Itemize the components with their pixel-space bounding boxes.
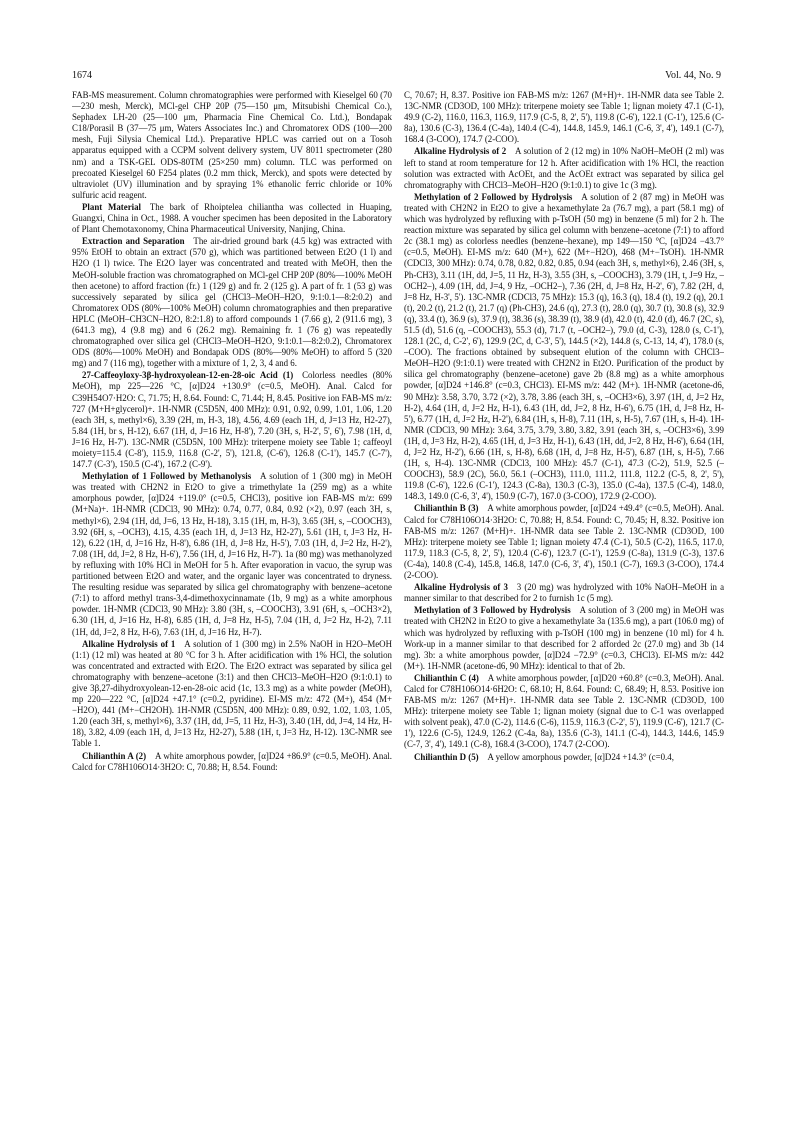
paragraph [72, 90, 392, 201]
paragraph-text: A yellow amorphous powder, [α]D24 +14.3° (c=0.4, [487, 751, 674, 762]
paragraph-text: C, 70.67; H, 8.37. Positive ion FAB-MS m/z: 1267 (M+H)+. 1H-NMR data see Table 2. 13C-NMR (CD3OD, 100 MHz): triterpene moiety see Table 1; lignan moiety 47.1 (C-1), 49.9 (C-2), 116.0, 116.3, 116.9, 117.9 (C-5, 8, 2', 5'), 119.8 (C-6'), 122.1 (C-1'), 125.6 (C-8a), 130.6 (C-3), 136.4 (C-4a), 140.4 (C-4), 144.8, 145.9, 146.1 (C-6, 3', 4'), 149.1 (C-7), 168.4 (3-COO), 174.7 (2-COO). [404, 90, 724, 145]
paragraph [72, 236, 392, 369]
paragraph-text: A solution of 1 (300 mg) in MeOH was treated with CH2N2 in Et2O to give a trimethylate 1a (259 mg) as a white amorphous powder, [α]D24 +119.0° (c=0.5, CHCl3), positive ion FAB-MS m/z: 699 (M+Na)+. 1H-NMR (CDCl3, 90 MHz): 0.74, 0.77, 0.84, 0.92 (×2), 0.97 (each 3H, s, methyl×6), 2.94 (1H, dd, J=6, 13 Hz, H-18), 3.15 (1H, m, H-3), 3.65 (3H, s, –COOCH3), 3.92 (6H, s, –OCH3), 4.15, 4.35 (each 1H, d, J=13 Hz, H2-27), 5.61 (1H, t, J=3 Hz, H-12), 6.22 (1H, d, J=16 Hz, H-8'), 6.86 (1H, d, J=8 Hz, H-5'), 7.03 (1H, d, J=2 Hz, H-2'), 7.08 (1H, dd, J=2, 8 Hz, H-6'), 7.56 (1H, d, J=16 Hz, H-7'). 1a (80 mg) was methanolyzed by refluxing with 10% HCl in MeOH for 5 h. After evaporation in vacuo, the syrup was partitioned between Et2O and water, and the organic layer was concentrated to dryness. The resulting residue was separated by silica gel chromatography with benzene–acetone (7:1) to afford methyl trans-3,4-dimethoxycinnamate (1b, 9 mg) as a white amorphous powder. 1H-NMR (CDCl3, 90 MHz): 3.80 (3H, s, –COOCH3), 3.91 (6H, s, –OCH3×2), 6.30 (1H, d, J=16 Hz, H-8), 6.85 (1H, d, J=8 Hz, H-5), 7.04 (1H, d, J=2 Hz, H-2), 7.11 (1H, dd, J=2, 8 Hz, H-6), 7.63 (1H, d, J=16 Hz, H-7). [72, 471, 392, 637]
section-heading: Extraction and Separation [82, 236, 185, 247]
section-heading: Alkaline Hydrolysis of 2 [414, 146, 507, 157]
paragraph [404, 673, 724, 751]
section-heading: 27-Caffeoyloxy-3β-hydroxyolean-12-en-28-oic Acid (1) [82, 370, 294, 381]
page-header [72, 70, 721, 84]
paragraph-text: The bark of Rhoiptelea chiliantha was collected in Huaping, Guangxi, China in Oct., 1988. A voucher specimen has been deposited in the Laboratory of Plant Chemotaxonomy, China Pharmaceutical University, Nanjing, China. [72, 201, 392, 235]
paragraph [404, 752, 724, 763]
paragraph-text: A white amorphous powder, [α]D24 +86.9° (c=0.5, MeOH). Anal. Calcd for C78H106O14·3H2O: C, 70.88; H, 8.54. Found: [72, 750, 392, 772]
paragraph [404, 146, 724, 190]
paragraph [404, 192, 724, 503]
section-heading: Alkaline Hydrolysis of 1 [82, 638, 176, 649]
paragraph-text: 3 (20 mg) was hydrolyzed with 10% NaOH–MeOH in a manner similar to that described for 2 to furnish 1c (5 mg). [404, 582, 724, 604]
right-column [404, 90, 724, 1100]
section-heading: Chilianthin A (2) [82, 750, 147, 761]
paragraph-text: A white amorphous powder, [α]D24 +49.4° (c=0.5, MeOH). Anal. Calcd for C78H106O14·3H2O: C, 70.88; H, 8.54. Found: C, 70.45; H, 8.32. Positive ion FAB-MS m/z: 1267 (M+H)+. 1H-NMR data see Table 2. 13C-NMR (CD3OD, 100 MHz): triterpene moiety see Table 1; lignan moiety 47.4 (C-1), 50.5 (C-2), 116.5, 117.0, 117.9, 118.3 (C-5, 8, 2', 5'), 120.4 (C-6'), 123.7 (C-1'), 125.9 (C-8a), 131.9 (C-3), 137.6 (C-4a), 140.8 (C-4), 145.8, 146.8, 147.0 (C-6, 3', 4'), 150.1 (C-7), 169.3 (3-COO), 174.4 (2-COO). [404, 503, 724, 581]
paragraph [404, 90, 724, 145]
journal-volume: Vol. 44, No. 9 [665, 70, 721, 81]
paragraph-text: Colorless needles (80% MeOH), mp 225—226 °C, [α]D24 +130.9° (c=0.5, MeOH). Anal. Calcd for C39H54O7·H2O: C, 71.75; H, 8.64. Found: C, 71.44; H, 8.45. Positive ion FAB-MS m/z: 727 (M+H+glycerol)+. 1H-NMR (C5D5N, 400 MHz): 0.91, 0.92, 0.99, 1.01, 1.06, 1.20 (each 3H, s, methyl×6), 3.39 (2H, m, H-3, 18), 4.56, 4.69 (each 1H, d, J=13 Hz, H2-27), 5.84 (1H, br s, H-12), 6.67 (1H, d, J=16 Hz, H-8'), 7.20 (3H, s, H-2', 5', 6'), 7.98 (1H, d, J=16 Hz, H-7'). 13C-NMR (C5D5N, 100 MHz): triterpene moiety see Table 1; caffeoyl moiety=115.4 (C-8'), 115.9, 116.8 (C-2', 5'), 121.8, (C-6'), 126.8 (C-1'), 145.7 (C-7'), 147.7 (C-3'), 150.5 (C-4'), 167.2 (C-9'). [72, 370, 392, 470]
paragraph [72, 370, 392, 470]
paragraph [72, 471, 392, 637]
paragraph-text: A white amorphous powder, [α]D20 +60.8° (c=0.3, MeOH). Anal. Calcd for C78H106O14·6H2O: C, 68.10; H, 8.64. Found: C, 68.49; H, 8.53. Positive ion FAB-MS m/z: 1267 (M+H)+. 1H-NMR data see Table 2. 13C-NMR (CD3OD, 100 MHz): triterpene moiety see Table 1; lignan moiety (signal due to C-1 was overlapped with solvent peak), 47.0 (C-2), 114.6 (C-6), 115.9, 116.3 (C-2', 5'), 119.9 (C-6'), 121.7 (C-1'), 122.6 (C-5), 124.9, 126.2 (C-4a, 8a), 135.6 (C-3), 141.1 (C-4), 144.3, 144.6, 145.9 (C-7, 3', 4'), 149.1 (C-8), 168.4 (3-COO), 174.7 (2-COO). [404, 672, 724, 750]
left-column [72, 90, 392, 1100]
paragraph-text: A solution of 2 (12 mg) in 10% NaOH–MeOH (2 ml) was left to stand at room temperature for 12 h. After acidification with 1% HCl, the reaction solution was extracted with AcOEt, and the AcOEt extract was separated by silica gel chromatography with CHCl3–MeOH–H2O (9:1:0.1) to give 1c (3 mg). [404, 146, 724, 190]
section-heading: Chilianthin B (3) [414, 503, 479, 514]
paragraph [404, 582, 724, 604]
paragraph-text: The air-dried ground bark (4.5 kg) was extracted with 95% EtOH to obtain an extract (570 g), which was partitioned between Et2O (1 l) and H2O (1 l) twice. The Et2O layer was concentrated and treated with MeOH, then the MeOH-soluble fraction was chromatographed on MCl-gel CHP 20P (80%—100% MeOH then acetone) to afford fraction (fr.) 1 (129 g) and fr. 2 (125 g). A part of fr. 1 (53 g) was successively separated by silica gel (CHCl3–MeOH–H2O, 9:1:0.1—8:2:0.2) and Chromatorex ODS (80%—100% MeOH) column chromatographies and then preparative HPLC (MeOH–CH3CN–H2O, 8:2:1.8) to afford compounds 1 (7.66 g), 2 (911.6 mg), 3 (641.3 mg), 4 (9.8 mg) and 6 (26.2 mg). Remaining fr. 1 (76 g) was repeatedly chromatographed over silica gel (CHCl3–MeOH–H2O, 9:1:0.1—8:2:0.2), Chromatorex ODS (80%—100% MeOH) and Bondapak ODS (80%—90% MeOH) to afford 5 (320 mg) and 7 (116 mg), together with a mixture of 1, 2, 3, 4 and 6. [72, 236, 392, 369]
section-heading: Methylation of 3 Followed by Hydrolysis [414, 605, 571, 616]
paragraph [404, 503, 724, 581]
paragraph-text: A solution of 3 (200 mg) in MeOH was treated with CH2N2 in Et2O to give a hexamethylate 3a (135.6 mg), a part (106.0 mg) of which was hydrolyzed by refluxing with p-TsOH (100 mg) in benzene (10 ml) for 4 h. Work-up in a manner similar to that described for 2 afforded 2c (27.0 mg) and 3b (14 mg). 3b: a white amorphous powder, [α]D24 −72.9° (c=0.3, CHCl3). EI-MS m/z: 442 (M+). 1H-NMR (acetone-d6, 90 MHz): identical to that of 2b. [404, 605, 724, 671]
page-number: 1674 [72, 70, 92, 81]
paragraph-text: A solution of 1 (300 mg) in 2.5% NaOH in H2O–MeOH (1:1) (12 ml) was heated at 80 °C for 3 h. After acidification with 1% HCl, the solution was concentrated and extracted with Et2O. The Et2O extract was separated by silica gel chromatography with benzene–acetone (3:1) and then CHCl3–MeOH–H2O (9:1:0.1) to give 3β,27-dihydroxyolean-12-en-28-oic acid (1c, 13.3 mg) as a white powder (MeOH), mp 220—222 °C, [α]D24 +47.1° (c=0.2, pyridine). EI-MS m/z: 472 (M+), 454 (M+−H2O), 441 (M+−CH2OH). 1H-NMR (C5D5N, 400 MHz): 0.89, 0.92, 1.02, 1.03, 1.05, 1.20 (each 3H, s, methyl×6), 3.37 (1H, dd, J=5, 11 Hz, H-3), 3.40 (1H, dd, J=4, 14 Hz, H-18), 3.82, 4.09 (each 1H, d, J=13 Hz, H2-27), 5.88 (1H, t, J=3 Hz, H-12). 13C-NMR see Table 1. [72, 638, 392, 749]
paragraph [404, 605, 724, 672]
paragraph [72, 202, 392, 235]
paragraph-text: A solution of 2 (87 mg) in MeOH was treated with CH2N2 in Et2O to give a hexamethylate 2a (76.7 mg), a part (58.1 mg) of which was hydrolyzed by refluxing with p-TsOH (50 mg) in benzene (5 ml) for 2 h. The reaction mixture was separated by silica gel column with benzene–acetone (7:1) to afford 2c (38.1 mg) as colorless needles (benzene–hexane), mp 149—150 °C, [α]D24 −43.7° (c=0.5, MeOH). EI-MS m/z: 640 (M+), 622 (M+−H2O), 468 (M+−TsOH). 1H-NMR (CDCl3, 300 MHz): 0.74, 0.78, 0.82, 0.82, 0.85, 0.94 (each 3H, s, methyl×6), 2.46 (3H, s, Ph-CH3), 3.11 (1H, dd, J=5, 11 Hz, H-3), 3.55 (3H, s, –COOCH3), 3.79 (1H, t, J=9 Hz, –OCH2–), 4.09 (1H, dd, J=4, 9 Hz, –OCH2–), 7.36 (2H, d, J=8 Hz, H-2', 6'), 7.82 (2H, d, J=8 Hz, H-3', 5'). 13C-NMR (CDCl3, 75 MHz): 15.3 (q), 16.3 (q), 18.4 (t), 19.2 (q), 20.1 (t), 20.2 (t), 21.2 (t), 21.7 (q) (Ph-CH3), 24.6 (q), 27.3 (t), 28.0 (q), 30.7 (t), 30.8 (s), 32.9 (q), 33.4 (t), 36.9 (s), 37.9 (t), 38.36 (s), 38.39 (t), 38.9 (d), 42.0 (t), 42.0 (d), 46.7 (2C, s), 51.5 (d), 51.6 (q, –COOCH3), 55.3 (d), 71.7 (t, –OCH2–), 79.0 (d, C-3), 128.0 (s, C-1'), 128.1 (2C, d, C-2', 6'), 129.9 (2C, d, C-3', 5'), 144.5 (×2), 144.8 (s, C-13, 14, 4'), 178.0 (s, –COO). The fractions obtained by subsequent elution of the column with CHCl3–MeOH–H2O (9:1:0.1) were treated with CH2N2 in Et2O. Purification of the product by silica gel chromatography (benzene–acetone) gave 2b (8.8 mg) as a white amorphous powder, [α]D24 +146.8° (c=0.3, CHCl3). EI-MS m/z: 442 (M+). 1H-NMR (acetone-d6, 90 MHz): 3.58, 3.70, 3.72 (×2), 3.78, 3.86 (each 3H, s, –OCH3×6), 3.97 (1H, d, J=2 Hz, H-2), 4.64 (1H, d, J=2 Hz, H-1), 6.43 (1H, dd, J=2, 8 Hz, H-6'), 6.75 (1H, d, J=8 Hz, H-5'), 6.77 (1H, d, J=2 Hz, H-2'), 6.84 (1H, s, H-8), 7.11 (1H, s, H-5), 7.67 (1H, s, H-4). 1H-NMR (CDCl3, 90 MHz): 3.64, 3.75, 3.79, 3.80, 3.82, 3.91 (each 3H, s, –OCH3×6), 3.99 (1H, d, J=3 Hz, H-2), 4.65 (1H, d, J=3 Hz, H-1), 6.43 (1H, dd, J=2, 8 Hz, H-6'), 6.64 (1H, d, J=2 Hz, H-2'), 6.66 (1H, s, H-8), 6.68 (1H, d, J=8 Hz, H-5'), 6.87 (1H, s, H-5), 7.66 (1H, s, H-4). 13C-NMR (CDCl3, 100 MHz): 45.7 (C-1), 47.3 (C-2), 51.9, 52.5 (–COOCH3), 58.9 (2C), 56.0, 56.1 (–OCH3), 111.0, 111.2, 111.8, 112.2 (C-5, 8, 2', 5'), 119.8 (C-6'), 122.6 (C-1'), 124.3 (C-8a), 130.3 (C-3), 135.0 (C-4a), 137.5 (C-4), 148.0, 148.3, 149.0 (C-6, 3', 4'), 150.9 (C-7), 167.0 (3-COO), 172.9 (2-COO). [404, 191, 724, 502]
section-heading: Plant Material [82, 201, 142, 212]
paragraph [72, 751, 392, 773]
paragraph-text: FAB-MS measurement. Column chromatographies were performed with Kieselgel 60 (70—230 mesh, Merck), MCl-gel CHP 20P (75—150 μm, Mitsubishi Chemical Co.), Sephadex LH-20 (25—100 μm, Pharmacia Fine Chemical Co. Ltd.), Bondapak C18/Porasil B (37—75 μm, Waters Associates Inc.) and Chromatorex ODS (100—200 mesh, Fuji Silysia Chemical Ltd.). Preparative HPLC was carried out on a Tosoh apparatus equipped with a CCPM solvent delivery system, UV 8011 spectrometer (280 nm) and a TSK-GEL ODS-80TM (25×250 mm) column. TLC was performed on precoated Kieselgel 60 F254 plates (0.2 mm thick, Merck), and spots were detected by ultraviolet (UV) illumination and by spraying 1% ethanolic ferric chloride or 10% sulfuric acid reagent. [72, 90, 392, 200]
paragraph [72, 639, 392, 750]
section-heading: Chilianthin C (4) [414, 672, 479, 683]
section-heading: Alkaline Hydrolysis of 3 [414, 582, 508, 593]
section-heading: Methylation of 1 Followed by Methanolysis [82, 471, 252, 482]
section-heading: Chilianthin D (5) [414, 751, 479, 762]
section-heading: Methylation of 2 Followed by Hydrolysis [414, 191, 573, 202]
two-column-body [72, 90, 724, 1100]
